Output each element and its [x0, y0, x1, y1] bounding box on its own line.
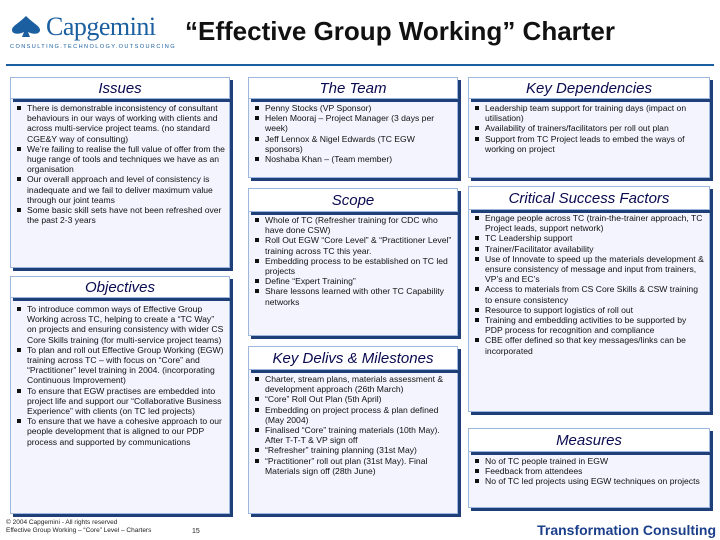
list-item: Leadership team support for training days (impact on utilisation): [474, 103, 705, 123]
list-item: Our overall approach and level of consistency is inadequate and we fail to deliver maximum value through our joint teams: [16, 174, 225, 205]
footer-brand: Transformation Consulting: [537, 522, 716, 538]
list-item: Embedding on project process & plan defined (May 2004): [254, 405, 453, 425]
scope-list: [249, 207, 457, 310]
list-item: No of TC people trained in EGW: [474, 456, 705, 466]
delivs-header: [248, 346, 458, 370]
list-item: Engage people across TC (train-the-trainer approach, TC Project leads, support network): [474, 213, 705, 233]
list-item: Embedding process to be established on TC led projects: [254, 256, 453, 276]
issues-heading: Issues: [98, 79, 142, 97]
objectives-heading: Objectives: [84, 278, 156, 296]
list-item: Access to materials from CS Core Skills & CSW training to ensure consistency: [474, 284, 705, 304]
list-item: Define “Expert Training”: [254, 276, 453, 286]
list-item: There is demonstrable inconsistency of consultant behaviours in our ways of working with clients and across multi-service project teams. (no standard CGE&Y way of consulting): [16, 103, 225, 144]
page-number: 15: [192, 528, 200, 535]
list-item: We’re failing to realise the full value of offer from the huge range of tools and techniques we have as an organisation: [16, 144, 225, 175]
team-header: [248, 77, 458, 99]
issues-panel: [10, 96, 230, 268]
issues-header: [10, 77, 230, 99]
list-item: To ensure that we have a cohesive approach to our people development that is aligned to our PDP process and supported by communications: [16, 416, 225, 447]
brand-tagline: CONSULTING.TECHNOLOGY.OUTSOURCING: [10, 44, 176, 50]
list-item: Training and embedding activities to be supported by PDP process for recognition and compliance: [474, 315, 705, 335]
measures-panel: [468, 446, 710, 508]
measures-heading: Measures: [556, 431, 622, 449]
list-item: “Practitioner” roll out plan (31st May). Final Materials sign off (28th June): [254, 456, 453, 476]
csf-heading: Critical Success Factors: [508, 189, 670, 207]
scope-header: [248, 188, 458, 212]
list-item: Whole of TC (Refresher training for CDC who have done CSW): [254, 215, 453, 235]
list-item: CBE offer defined so that key messages/links can be incorporated: [474, 335, 705, 355]
issues-list: [11, 97, 229, 228]
list-item: Noshaba Khan – (Team member): [254, 154, 453, 164]
list-item: Availability of trainers/facilitators per roll out plan: [474, 123, 705, 133]
team-heading: The Team: [319, 79, 387, 97]
objectives-list: [11, 291, 229, 450]
list-item: Resource to support logistics of roll out: [474, 305, 705, 315]
team-panel: [248, 96, 458, 178]
objectives-header: [10, 276, 230, 298]
list-item: Jeff Lennox & Nigel Edwards (TC EGW sponsors): [254, 134, 453, 154]
scope-panel: [248, 206, 458, 336]
list-item: TC Leadership support: [474, 233, 705, 243]
page-title: “Effective Group Working” Charter: [184, 16, 616, 46]
list-item: To ensure that EGW practises are embedded into project life and support our “Collaborative Business Experience” with clients (on TC led projects): [16, 386, 225, 417]
delivs-heading: Key Delivs & Milestones: [272, 349, 434, 367]
spade-icon: [8, 14, 44, 38]
header-divider: [6, 64, 714, 66]
list-item: Feedback from attendees: [474, 466, 705, 476]
measures-header: [468, 428, 710, 452]
document-name: Effective Group Working – “Core” Level – Charters: [6, 527, 152, 534]
delivs-list: [249, 365, 457, 479]
csf-header: [468, 186, 710, 210]
copyright-text: © 2004 Capgemini - All rights reserved: [6, 519, 118, 526]
dependencies-list: [469, 97, 709, 157]
list-item: Some basic skill sets have not been refreshed over the past 2-3 years: [16, 205, 225, 225]
list-item: Share lessons learned with other TC Capability networks: [254, 286, 453, 306]
list-item: “Core” Roll Out Plan (5th April): [254, 394, 453, 404]
list-item: Roll Out EGW “Core Level” & “Practitioner Level” training across TC this year.: [254, 235, 453, 255]
list-item: No of TC led projects using EGW techniques on projects: [474, 476, 705, 486]
csf-panel: [468, 204, 710, 412]
footer-copyright: [6, 519, 151, 535]
list-item: Use of Innovate to speed up the materials development & ensure consistency of message and input from trainers, VP’s and EC’s: [474, 254, 705, 285]
team-list: [249, 97, 457, 167]
list-item: Helen Mooraj – Project Manager (3 days per week): [254, 113, 453, 133]
list-item: To introduce common ways of Effective Group Working across TC, helping to create a “TC Way” on projects and ensuring consistency with wider CS Core Skills training (for multi-service project teams): [16, 304, 225, 345]
dependencies-header: [468, 77, 710, 99]
scope-heading: Scope: [331, 191, 375, 209]
delivs-panel: [248, 364, 458, 514]
list-item: Charter, stream plans, materials assessment & development approach (26th March): [254, 374, 453, 394]
list-item: To plan and roll out Effective Group Working (EGW) training across TC – with focus on “Core” and “Practitioner” level training in 2004. (incorporating Continuous Improvement): [16, 345, 225, 386]
list-item: “Refresher” training planning (31st May): [254, 445, 453, 455]
csf-list: [469, 205, 709, 359]
list-item: Finalised “Core” training materials (10th May). After T-T-T & VP sign off: [254, 425, 453, 445]
measures-list: [469, 447, 709, 490]
dependencies-panel: [468, 96, 710, 178]
brand-name: Capgemini: [46, 12, 156, 41]
objectives-panel: [10, 290, 230, 514]
dependencies-heading: Key Dependencies: [526, 79, 652, 97]
list-item: Support from TC Project leads to embed the ways of working on project: [474, 134, 705, 154]
list-item: Penny Stocks (VP Sponsor): [254, 103, 453, 113]
list-item: Trainer/Facilitator availability: [474, 244, 705, 254]
